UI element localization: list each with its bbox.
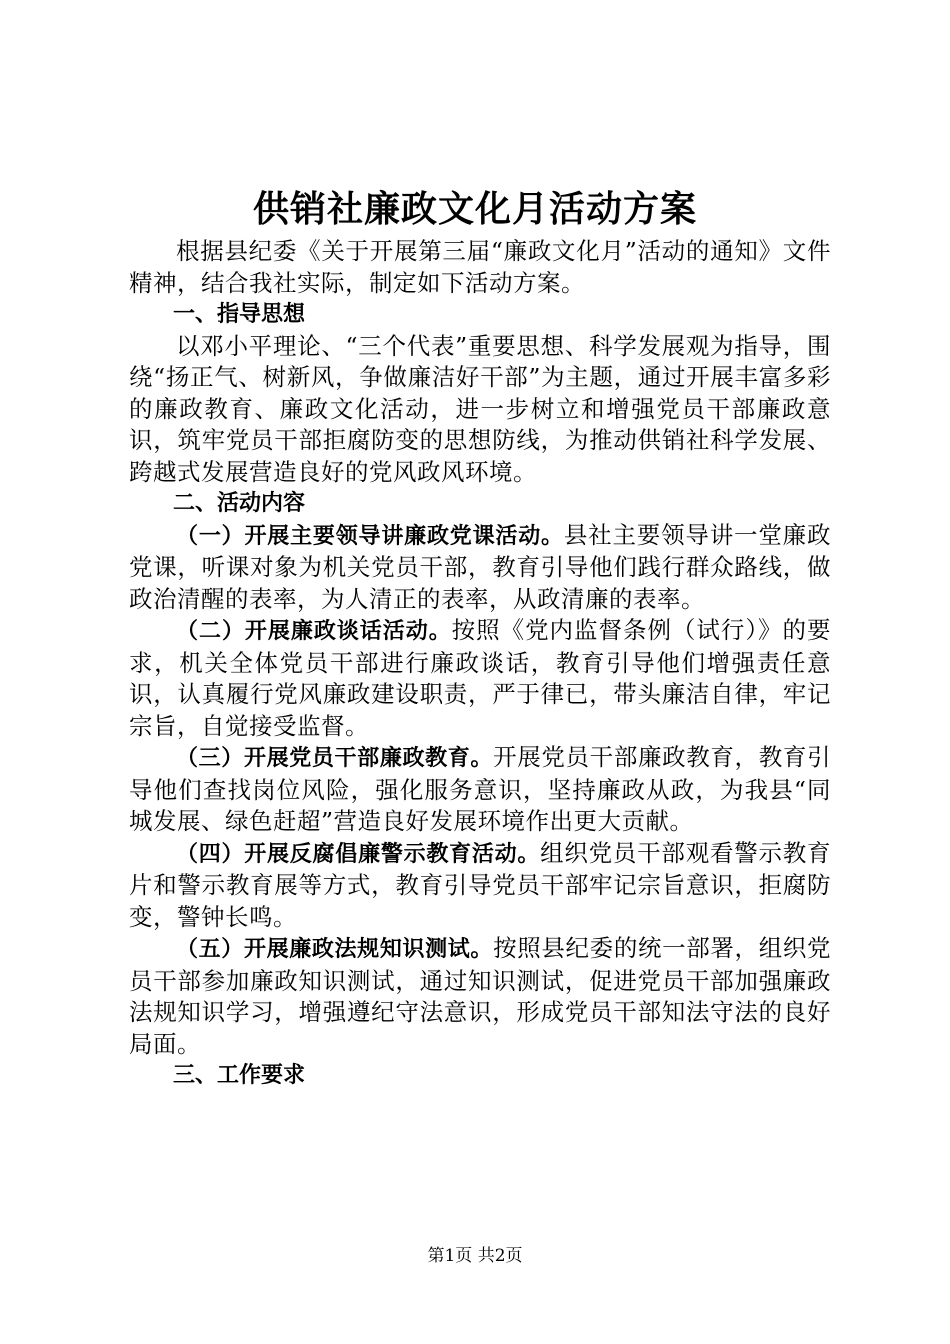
activity-item-text: 开展党员干部廉政教育，教育引导他们查找岗位风险，强化服务意识，坚持廉政从政，为我县“同城发展、绿色赶超”营造良好发展环境作出更大贡献。 <box>129 743 831 835</box>
activity-item-lead: （四）开展反腐倡廉警示教育活动。 <box>176 841 541 867</box>
page-number-footer: 第1页 共2页 <box>427 1246 523 1266</box>
document-body <box>129 236 831 1092</box>
activity-item-text: 按照县纪委的统一部署，组织党员干部参加廉政知识测试，通过知识测试，促进党员干部加强廉政法规知识学习，增强遵纪守法意识，形成党员干部知法守法的良好局面。 <box>129 934 831 1058</box>
activity-item <box>129 838 831 934</box>
activity-item-text: 按照《党内监督条例（试行）》的要求，机关全体党员干部进行廉政谈话，教育引导他们增强责任意识，认真履行党风廉政建设职责，严于律已，带头廉洁自律，牢记宗旨，自觉接受监督。 <box>129 616 831 740</box>
activity-item-text: 县社主要领导讲一堂廉政党课，听课对象为机关党员干部，教育引导他们践行群众路线，做政治清醒的表率，为人清正的表率，从政清廉的表率。 <box>129 520 831 613</box>
activity-item <box>129 742 831 838</box>
activity-item-lead: （五）开展廉政法规知识测试。 <box>176 937 494 962</box>
guiding-thought-paragraph: 以邓小平理论、“三个代表”重要思想、科学发展观为指导，围绕“扬正气、树新风，争做廉洁好干部”为主题，通过开展丰富多彩的廉政教育、廉政文化活动，进一步树立和增强党员干部廉政意识，筑牢党员干部拒腐防变的思想防线，为推动供销社科学发展、跨越式发展营造良好的党风政风环境。 <box>129 331 831 486</box>
intro-paragraph: 根据县纪委《关于开展第三届“廉政文化月”活动的通知》文件精神，结合我社实际，制定如下活动方案。 <box>129 237 831 297</box>
activity-item-lead: （一）开展主要领导讲廉政党课活动。 <box>176 523 564 549</box>
section-heading-guiding-thought: 一、指导思想 <box>173 302 306 327</box>
section-heading-activity-content: 二、活动内容 <box>173 491 306 516</box>
activity-item <box>129 520 831 616</box>
activity-item <box>129 933 831 1060</box>
activity-item <box>129 615 831 742</box>
activity-item-text: 组织党员干部观看警示教育片和警示教育展等方式，教育引导党员干部牢记宗旨意识，拒腐防变，警钟长鸣。 <box>129 838 831 931</box>
activity-item-lead: （三）开展党员干部廉政教育。 <box>176 746 494 771</box>
activity-item-lead: （二）开展廉政谈话活动。 <box>176 619 452 644</box>
section-heading-work-requirements: 三、工作要求 <box>173 1063 306 1088</box>
document-title: 供销社廉政文化月活动方案 <box>252 188 697 230</box>
